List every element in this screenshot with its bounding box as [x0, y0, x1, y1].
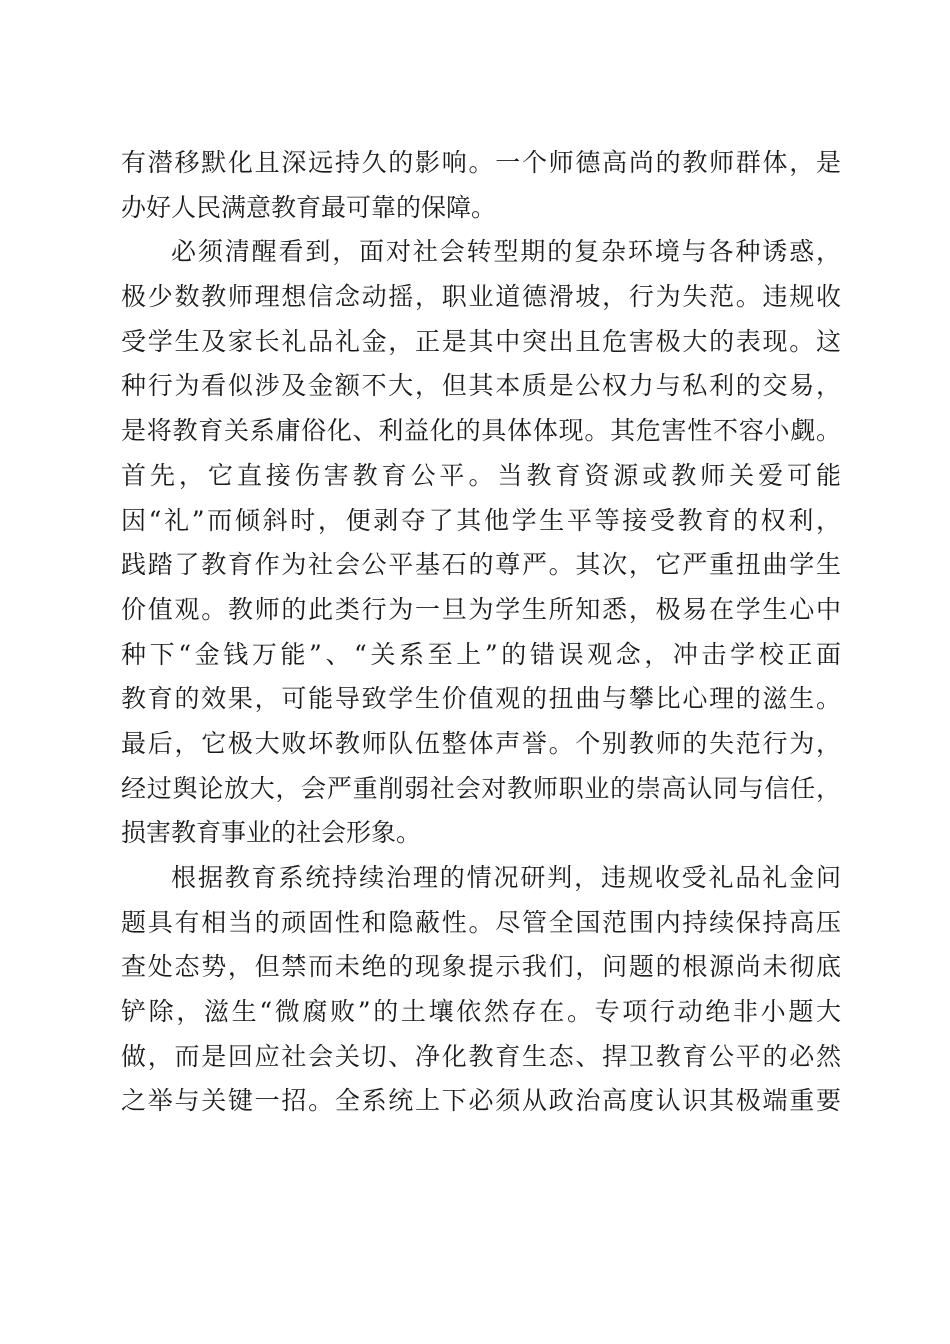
- text-line: 铲除，滋生“微腐败”的土壤依然存在。专项行动绝非小题大: [121, 997, 841, 1027]
- text-line: 做，而是回应社会关切、净化教育生态、捍卫教育公平的必然: [121, 1041, 841, 1071]
- text-line: 因“礼”而倾斜时，便剥夺了其他学生平等接受教育的权利，: [121, 505, 841, 535]
- text-line: 教育的效果，可能导致学生价值观的扭曲与攀比心理的滋生。: [121, 684, 841, 714]
- text-line: 根据教育系统持续治理的情况研判，违规收受礼品礼金问: [171, 863, 841, 892]
- text-line: 践踏了教育作为社会公平基石的尊严。其次，它严重扭曲学生: [121, 550, 841, 580]
- text-line: 经过舆论放大，会严重削弱社会对教师职业的崇高认同与信任，: [121, 773, 841, 803]
- text-line: 种行为看似涉及金额不大，但其本质是公权力与私利的交易，: [121, 371, 841, 401]
- text-line: 有潜移默化且深远持久的影响。一个师德高尚的教师群体，是: [121, 148, 841, 177]
- text-line: 极少数教师理想信念动摇，职业道德滑坡，行为失范。违规收: [121, 282, 841, 312]
- text-line: 办好人民满意教育最可靠的保障。: [121, 192, 497, 222]
- text-line: 价值观。教师的此类行为一旦为学生所知悉，极易在学生心中: [121, 594, 841, 624]
- text-line: 必须清醒看到，面对社会转型期的复杂环境与各种诱惑，: [171, 237, 841, 267]
- text-line: 损害教育事业的社会形象。: [121, 818, 422, 848]
- text-line: 受学生及家长礼品礼金，正是其中突出且危害极大的表现。这: [121, 326, 841, 356]
- text-line: 首先，它直接伤害教育公平。当教育资源或教师关爱可能: [121, 460, 841, 490]
- body-text: [121, 141, 841, 1124]
- text-line: 查处态势，但禁而未绝的现象提示我们，问题的根源尚未彻底: [121, 952, 841, 982]
- text-line: 种下“金钱万能”、“关系至上”的错误观念，冲击学校正面: [121, 639, 841, 669]
- text-line: 是将教育关系庸俗化、利益化的具体体现。其危害性不容小觑。: [121, 416, 841, 446]
- text-line: 之举与关键一招。全系统上下必须从政治高度认识其极端重要: [121, 1086, 841, 1116]
- text-line: 题具有相当的顽固性和隐蔽性。尽管全国范围内持续保持高压: [121, 907, 841, 937]
- text-line: 最后，它极大败坏教师队伍整体声誉。个别教师的失范行为，: [121, 728, 841, 758]
